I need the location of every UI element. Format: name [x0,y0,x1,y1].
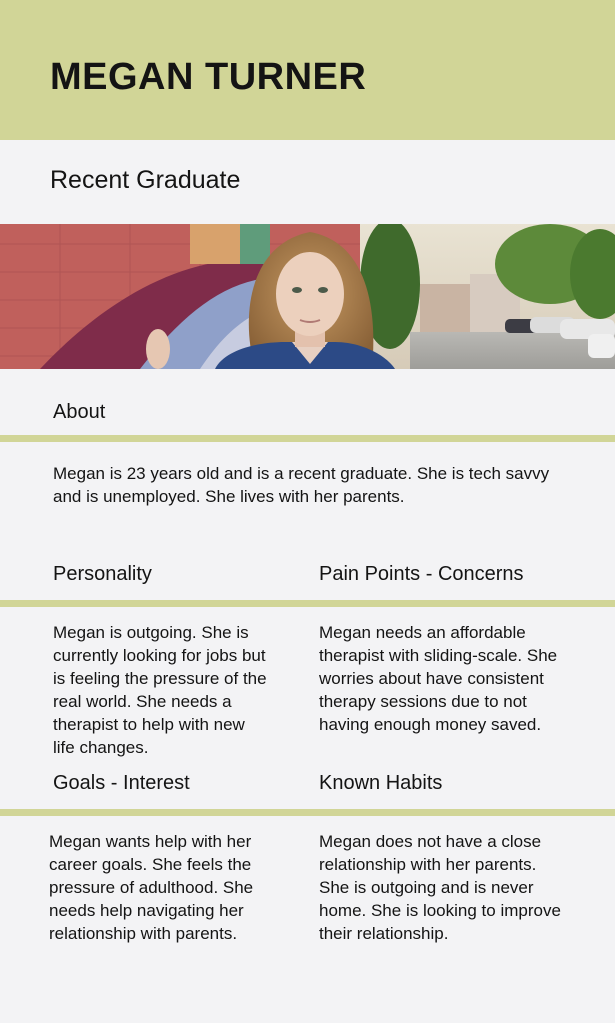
habits-text: Megan does not have a close relationship with her parents. She is outgoing and is never home. She is looking to improve their relationship. [319,832,561,943]
personality-title: Personality [53,563,152,585]
about-title: About [53,401,106,423]
personality-divider [0,600,615,607]
pain-points-title: Pain Points - Concerns [319,563,524,585]
personality-text: Megan is outgoing. She is currently looking for jobs but is feeling the pressure of the real world. She needs a therapist to help with new life changes. [53,623,267,757]
habits-title: Known Habits [319,772,443,794]
pain-points-text: Megan needs an affordable therapist with sliding-scale. She worries about have consistent therapy sessions due to not having enough money saved. [319,623,558,734]
goals-title: Goals - Interest [53,772,190,794]
goals-text: Megan wants help with her career goals. She feels the pressure of adulthood. She needs help navigating her relationship with parents. [49,832,254,943]
about-text: Megan is 23 years old and is a recent graduate. She is tech savvy and is unemployed. She lives with her parents. [53,464,550,506]
persona-photo [0,224,615,369]
persona-name: MEGAN TURNER [50,56,367,98]
goals-divider [0,809,615,816]
persona-role: Recent Graduate [50,166,241,194]
about-divider [0,435,615,442]
